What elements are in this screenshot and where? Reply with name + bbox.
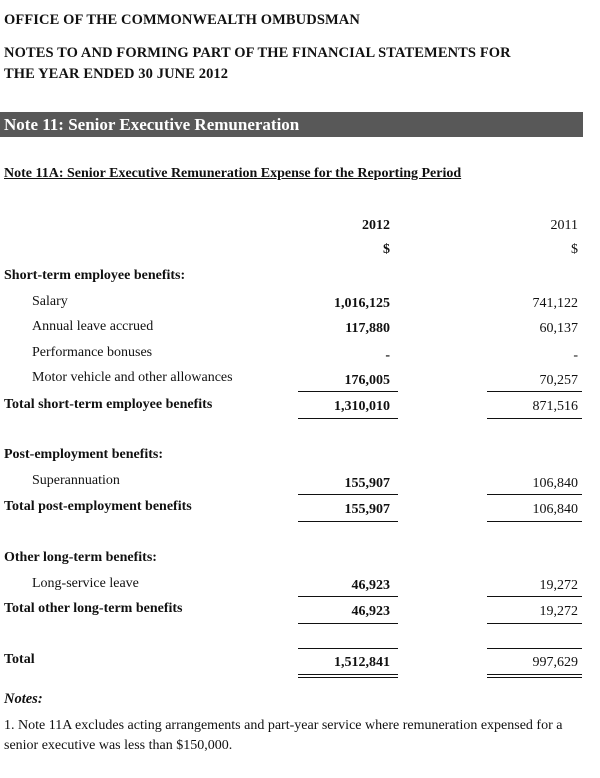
office-title: OFFICE OF THE COMMONWEALTH OMBUDSMAN	[4, 12, 360, 28]
total-rule	[298, 521, 398, 522]
total-value-2011: 871,516	[532, 399, 578, 414]
row-value-2012: 46,923	[351, 578, 390, 593]
subtotal-rule	[487, 391, 582, 392]
total-rule	[487, 418, 582, 419]
row-value-2012: 1,016,125	[334, 296, 390, 311]
total-value-2012: 155,907	[344, 502, 390, 517]
statement-title-line2: THE YEAR ENDED 30 JUNE 2012	[4, 66, 229, 82]
column-2012: 2012	[362, 218, 390, 233]
other-long-term-heading: Other long-term benefits:	[4, 550, 157, 565]
note-1-text: 1. Note 11A excludes acting arrangements and part-year service where remuneration expensed for a senior executive was less than $150,000.	[4, 718, 563, 753]
row-label: Long-service leave	[32, 576, 139, 591]
row-value-2012: -	[385, 348, 390, 363]
grand-total-rule-bottom	[487, 674, 582, 675]
row-value-2012: 117,880	[345, 321, 390, 336]
row-label: Performance bonuses	[32, 345, 153, 360]
row-value-2012: 176,005	[344, 373, 390, 388]
subtotal-rule	[298, 391, 398, 392]
total-value-2011: 19,272	[539, 604, 578, 619]
grand-total-rule-top	[487, 648, 582, 649]
subtotal-rule	[298, 494, 398, 495]
row-value-2011: 19,272	[539, 578, 578, 593]
total-label: Total other long-term benefits	[4, 601, 183, 616]
total-rule	[298, 623, 398, 624]
grand-total-rule-double	[298, 677, 398, 678]
note-subtitle: Note 11A: Senior Executive Remuneration Expense for the Reporting Period	[4, 166, 462, 181]
row-label: Annual leave accrued	[32, 319, 154, 334]
notes-heading: Notes:	[4, 691, 43, 707]
subtotal-rule	[298, 596, 398, 597]
unit-2012: $	[383, 242, 390, 257]
row-label: Superannuation	[32, 473, 120, 488]
row-value-2011: 70,257	[539, 373, 578, 388]
total-rule	[298, 418, 398, 419]
total-rule	[487, 623, 582, 624]
short-term-heading: Short-term employee benefits:	[4, 268, 186, 283]
grand-total-rule-double	[487, 677, 582, 678]
unit-2011: $	[571, 242, 578, 257]
row-value-2011: 741,122	[532, 296, 578, 311]
column-2011: 2011	[550, 218, 578, 233]
total-value-2012: 46,923	[351, 604, 390, 619]
post-employment-heading: Post-employment benefits:	[4, 447, 164, 462]
total-label: Total post-employment benefits	[4, 499, 192, 514]
statement-title-line1: NOTES TO AND FORMING PART OF THE FINANCIAL STATEMENTS FOR	[4, 45, 511, 61]
row-value-2011: 60,137	[539, 321, 578, 336]
grand-total-rule-bottom	[298, 674, 398, 675]
subtotal-rule	[487, 494, 582, 495]
total-rule	[487, 521, 582, 522]
grand-total-label: Total	[4, 652, 35, 667]
total-label: Total short-term employee benefits	[4, 397, 213, 412]
grand-total-rule-top	[298, 648, 398, 649]
total-value-2011: 106,840	[532, 502, 578, 517]
row-value-2012: 155,907	[344, 476, 390, 491]
row-value-2011: 106,840	[532, 476, 578, 491]
row-label: Salary	[32, 294, 68, 309]
row-label: Motor vehicle and other allowances	[32, 370, 233, 385]
row-value-2011: -	[573, 348, 578, 363]
subtotal-rule	[487, 596, 582, 597]
grand-total-2011: 997,629	[532, 655, 578, 670]
note-title-bar: Note 11: Senior Executive Remuneration	[0, 112, 583, 137]
grand-total-2012: 1,512,841	[334, 655, 390, 670]
total-value-2012: 1,310,010	[334, 399, 390, 414]
